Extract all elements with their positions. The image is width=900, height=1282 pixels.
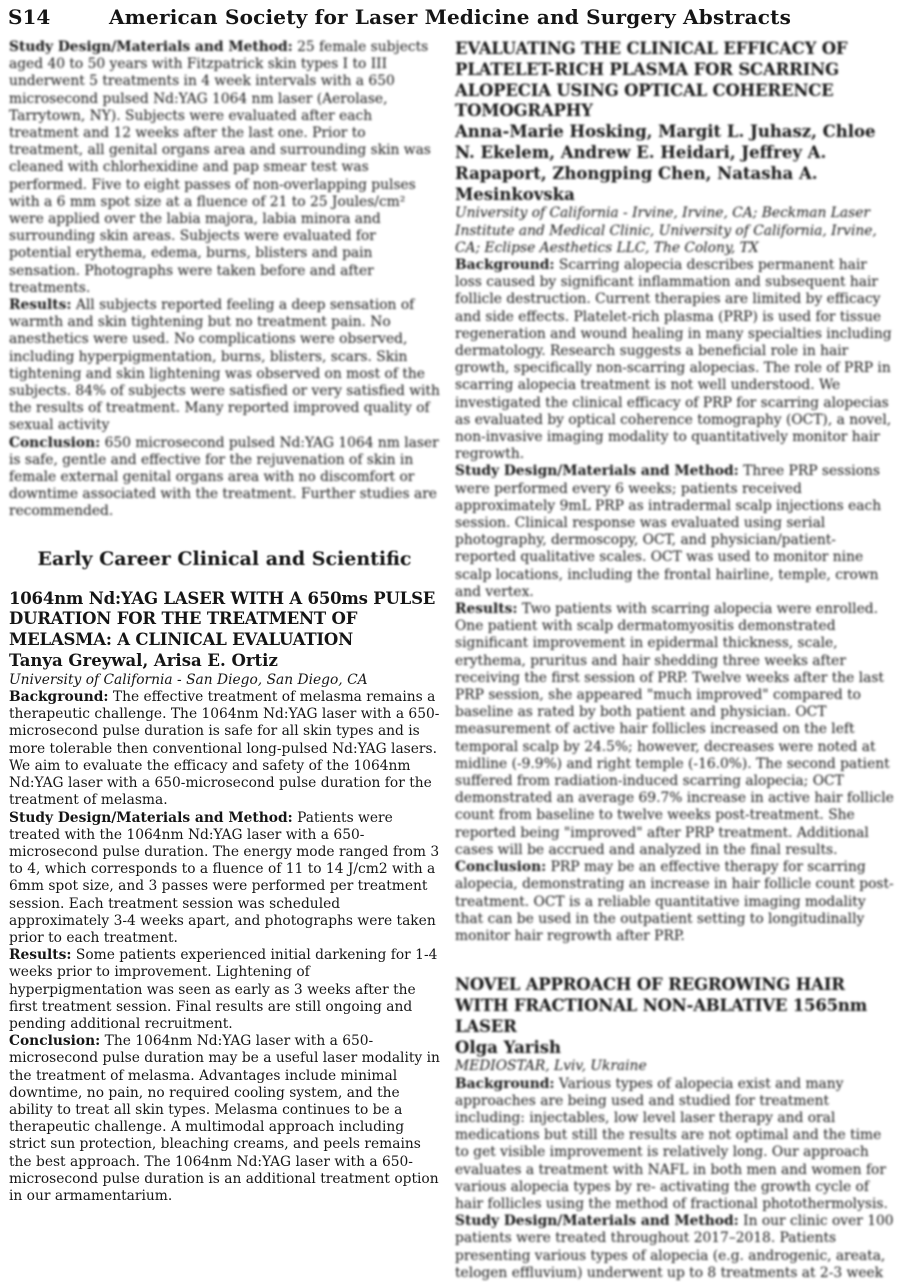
section-label: Background:: [455, 1075, 555, 1092]
section-label: Background:: [455, 256, 555, 273]
section-label: Conclusion:: [455, 859, 547, 876]
abstract-affiliation: University of California - Irvine, Irvine, CA; Beckman Laser Institute and Medical Clinic, University of California, Irvine, CA; Eclipse Aesthetics LLC, The Colony, TX: [455, 205, 877, 256]
paragraph-results: [455, 601, 895, 859]
abstract-genital-rejuvenation-fragment: [9, 39, 440, 521]
section-label: Results:: [455, 601, 518, 618]
right-column: [455, 39, 895, 1282]
abstract-affiliation: MEDIOSTAR, Lviv, Ukraine: [455, 1058, 647, 1075]
paragraph-background: [9, 689, 440, 809]
section-label: Study Design/Materials and Method:: [9, 39, 293, 55]
section-text: PRP may be an effective therapy for scarring alopecia, demonstrating an increase in hair follicle count post-treatment. OCT is a reliable quantitative imaging modality that can be used in the outpatient setting to longitudinally monitor hair regrowth after PRP.: [455, 859, 894, 944]
paragraph-study-design: [9, 810, 440, 948]
journal-header-title: American Society for Laser Medicine and Surgery Abstracts: [108, 5, 792, 29]
section-text: 25 female subjects aged 40 to 50 years with Fitzpatrick skin types I to III underwent 5 treatments in 4 week intervals with a 650 microsecond pulsed Nd:YAG 1064 nm laser (Aerolase, Tarrytown, NY). Subjects were evaluated after each treatment and 12 weeks after the last one. Prior to treatment, all genital organs area and surrounding skin was cleaned with chlorhexidine and pap smear test was performed. Five to eight passes of non-overlapping pulses with a 6 mm spot size at a fluence of 21 to 25 Joules/cm² were applied over the labia majora, labia minora and surrounding skin areas. Subjects were evaluated for potential erythema, edema, burns, blisters and pain sensation. Photographs were taken before and after treatments.: [9, 39, 431, 296]
left-column: [9, 39, 440, 1205]
session-heading: Early Career Clinical and Scientific: [37, 547, 412, 570]
paragraph-conclusion: [455, 859, 895, 945]
paragraph-background: [455, 1076, 895, 1214]
section-label: Study Design/Materials and Method:: [455, 463, 739, 480]
section-text: Various types of alopecia exist and many approaches are being used and studied for treatment including: injectables, low level laser therapy and oral medications but still the results are not optimal and the time to get visible improvement is relatively long. Our approach evaluates a treatment with NAFL in both men and women for various alopecia types by re- activating the growth cycle of hair follicles using the method of fractional photothermolysis.: [455, 1075, 888, 1212]
section-text: Three PRP sessions were performed every 6 weeks; patients received approximately 9mL PRP as intradermal scalp injections each session. Clinical response was evaluated using serial photography, dermoscopy, OCT, and physician/patient-reported qualitative scales. OCT was used to monitor nine scalp locations, including the frontal hairline, temple, crown and vertex.: [455, 463, 882, 600]
abstract-title: 1064nm Nd:YAG LASER WITH A 650ms PULSE DURATION FOR THE TREATMENT OF MELASMA: A CLINICAL EVALUATION: [9, 588, 436, 650]
section-label: Results:: [9, 297, 72, 314]
section-label: Results:: [9, 947, 72, 964]
section-label: Conclusion:: [9, 434, 101, 451]
section-text: 650 microsecond pulsed Nd:YAG 1064 nm laser is safe, gentle and effective for the rejuvenation of skin in female external genital organs area with no discomfort or downtime associated with the treatment. Further studies are recommended.: [9, 434, 439, 520]
section-text: Scarring alopecia describes permanent hair loss caused by significant inflammation and subsequent hair follicle destruction. Current therapies are limited by efficacy and side effects. Platelet-rich plasma (PRP) is used for tissue regeneration and wound healing in many specialties including dermatology. Research suggests a beneficial role in hair growth, specifically non-scarring alopecias. The role of PRP in scarring alopecia treatment is not well understood. We investigated the clinical efficacy of PRP for scarring alopecias as evaluated by optical coherence tomography (OCT), a novel, non-invasive imaging modality to quantitatively monitor hair regrowth.: [455, 256, 892, 463]
abstract-nafl-hair: [455, 975, 895, 1282]
abstract-title: EVALUATING THE CLINICAL EFFICACY OF PLATELET-RICH PLASMA FOR SCARRING ALOPECIA USING OPTICAL COHERENCE TOMOGRAPHY: [455, 39, 848, 121]
section-label: Study Design/Materials and Method:: [455, 1213, 739, 1230]
paragraph-study-design: [9, 39, 440, 297]
section-text: The effective treatment of melasma remains a therapeutic challenge. The 1064nm Nd:YAG laser with a 650-microsecond pulse duration is safe for all skin types and is more tolerable then conventional long-pulsed Nd:YAG lasers. We aim to evaluate the efficacy and safety of the 1064nm Nd:YAG laser with a 650-microsecond pulse duration for the treatment of melasma.: [9, 689, 440, 809]
paragraph-conclusion: [9, 1033, 440, 1205]
section-label: Conclusion:: [9, 1033, 101, 1050]
abstract-authors: Olga Yarish: [455, 1037, 562, 1057]
paragraph-study-design: [455, 1213, 895, 1282]
section-text: All subjects reported feeling a deep sensation of warmth and skin tightening but no treatment pain. No anesthetics were used. No complications were observed, including hyperpigmentation, burns, blisters, scars. Skin tightening and skin lightening was observed on most of the subjects. 84% of subjects were satisfied or very satisfied with the results of treatment. Many reported improved quality of sexual activity: [9, 297, 440, 434]
section-text: Patients were treated with the 1064nm Nd:YAG laser with a 650-microsecond pulse duration. The energy mode ranged from 3 to 4, which corresponds to a fluence of 11 to 14 J/cm2 with a 6mm spot size, and 3 passes were performed per treatment session. Each treatment session was scheduled approximately 3-4 weeks apart, and photographs were taken prior to each treatment.: [9, 809, 440, 946]
page-header: [0, 0, 900, 35]
paragraph-conclusion: [9, 435, 440, 521]
section-text: The 1064nm Nd:YAG laser with a 650-microsecond pulse duration may be a useful laser modality in the treatment of melasma. Advantages include minimal downtime, no pain, no required cooling system, and the ability to treat all skin types. Melasma continues to be a therapeutic challenge. A multimodal approach including strict sun protection, bleaching creams, and peels remains the best approach. The 1064nm Nd:YAG laser with a 650-microsecond pulse duration is an additional treatment option in our armamentarium.: [9, 1033, 440, 1204]
section-label: Study Design/Materials and Method:: [9, 809, 293, 826]
section-text: Some patients experienced initial darkening for 1-4 weeks prior to improvement. Lightening of hyperpigmentation was seen as early as 3 weeks after the first treatment session. Final results are still ongoing and pending additional recruitment.: [9, 947, 438, 1032]
abstract-authors: Anna-Marie Hosking, Margit L. Juhasz, Chloe N. Ekelem, Andrew E. Heidari, Jeffrey A. Rapaport, Zhongping Chen, Natasha A. Mesinkovska: [455, 122, 876, 204]
paragraph-study-design: [455, 463, 895, 601]
abstract-melasma: [9, 589, 440, 1205]
abstract-title: NOVEL APPROACH OF REGROWING HAIR WITH FRACTIONAL NON-ABLATIVE 1565nm LASER: [455, 975, 867, 1036]
paragraph-background: [455, 257, 895, 463]
abstract-affiliation: University of California - San Diego, San Diego, CA: [9, 671, 368, 688]
abstract-authors: Tanya Greywal, Arisa E. Ortiz: [9, 651, 278, 671]
section-text: In our clinic over 100 patients were treated throughout 2017–2018. Patients presenting various types of alopecia (e.g. androgenic, areata, telogen effluvium) underwent up to 8 treatments at 2-3 week: [455, 1213, 894, 1281]
section-label: Background:: [9, 689, 109, 706]
two-column-layout: [0, 35, 900, 1282]
abstract-prp-oct: [455, 39, 895, 945]
page-number: S14: [8, 5, 51, 29]
paragraph-results: [9, 947, 440, 1033]
section-text: Two patients with scarring alopecia were enrolled. One patient with scalp dermatomyositis demonstrated significant improvement in epidermal thickness, scale, erythema, pruritus and hair shedding three weeks after receiving the first session of PRP. Twelve weeks after the last PRP session, she appeared "much improved" compared to baseline as rated by both patient and physician. OCT measurement of active hair follicles increased on the left temporal scalp by 24.5%; however, decreases were noted at midline (-9.9%) and right temple (-16.0%). The second patient suffered from radiation-induced scarring alopecia; OCT demonstrated an average 69.7% increase in active hair follicle count from baseline to twelve weeks post-treatment. She reported being "improved" after PRP treatment. Additional cases will be accrued and analyzed in the final results.: [455, 601, 894, 858]
paragraph-results: [9, 297, 440, 435]
